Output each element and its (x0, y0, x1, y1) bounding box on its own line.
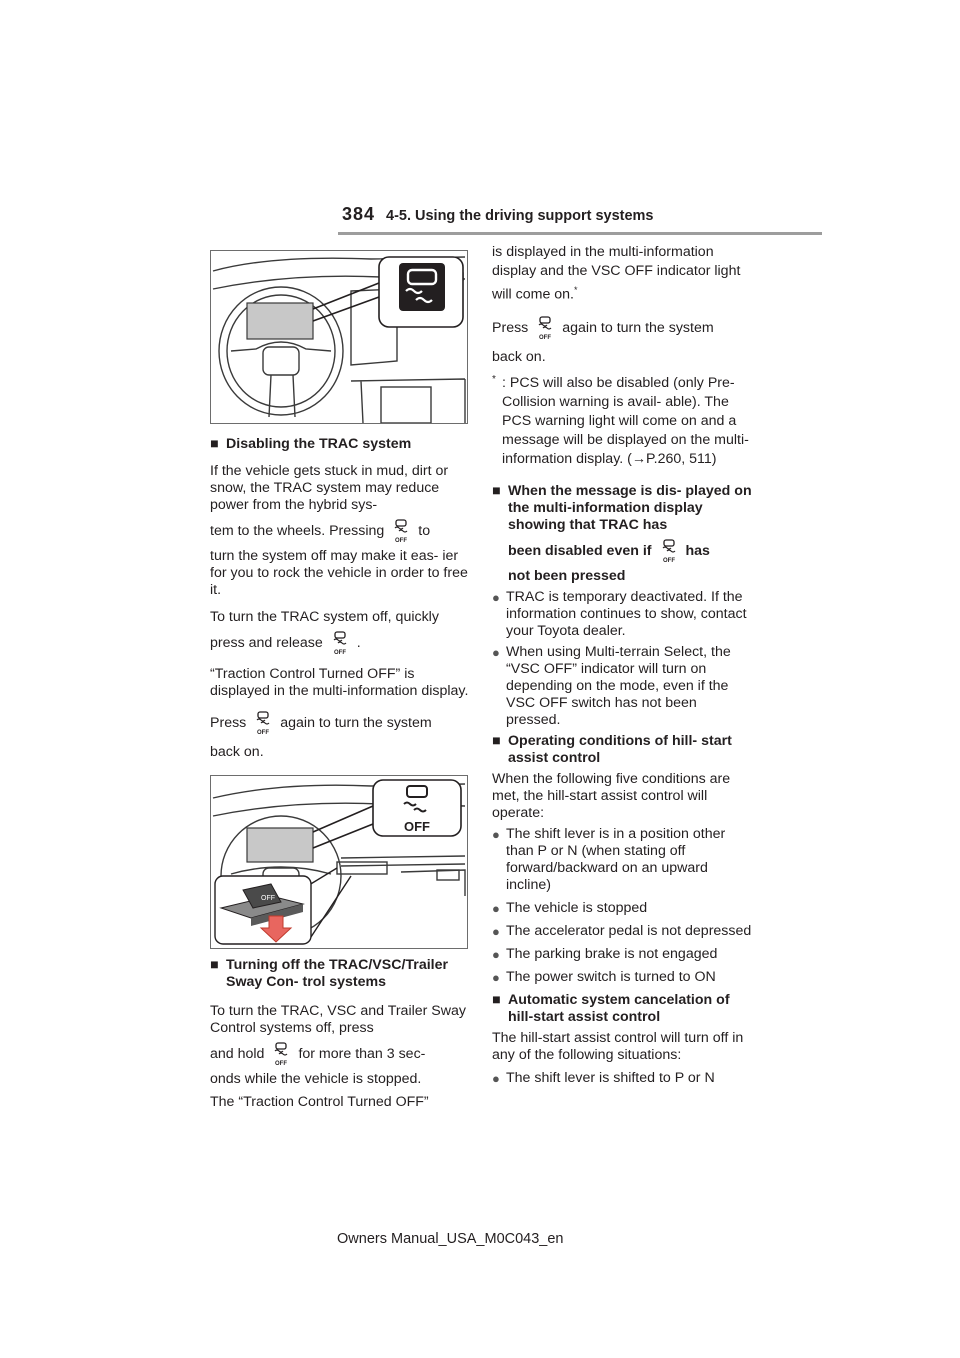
bullet-icon: ● (492, 969, 500, 985)
bullet-parking-brake (492, 946, 754, 963)
heading-message-displayed-line3: not been pressed (508, 567, 626, 584)
svg-text:OFF: OFF (261, 895, 275, 902)
console-switch-illustration (210, 775, 468, 949)
heading-automatic-cancelation (492, 992, 754, 1026)
footnote-marker: * (574, 285, 578, 295)
paragraph-back-on-right: back on. (492, 348, 546, 365)
paragraph-pressing (210, 518, 470, 544)
text-fragment: Press (210, 714, 247, 731)
footnote-marker: * (492, 373, 496, 385)
heading-marker: ■ (210, 957, 219, 973)
paragraph-five-conditions: When the following five conditions are met, the hill-start assist control will operate: (492, 770, 731, 821)
bullet-icon: ● (492, 900, 500, 916)
heading-text: been disabled even if (508, 542, 652, 559)
heading-text: Operating conditions of hill- start assist control (508, 732, 732, 766)
page-number: 384 (342, 204, 376, 224)
heading-hill-start-conditions (492, 733, 754, 767)
trac-off-switch-icon (534, 315, 556, 341)
trac-off-switch-icon (252, 710, 274, 736)
trac-off-switch-icon (270, 1041, 292, 1067)
heading-text: Turning off the TRAC/VSC/Trailer Sway Con- trol systems (226, 957, 449, 990)
paragraph-turn-off-quickly: To turn the TRAC system off, quickly (210, 609, 439, 625)
paragraph-press-again-right (492, 315, 754, 341)
bullet-text: The vehicle is stopped (506, 899, 648, 916)
header-divider (338, 232, 822, 235)
dashboard-illustration (210, 250, 468, 424)
footnote-text: : PCS will also be disabled (only Pre-Collision warning is avail- able). The PCS warning light will come on and a message will be displayed on the multi-information display. (→P.260, 511) (502, 374, 749, 467)
bullet-text: The accelerator pedal is not depressed (506, 922, 752, 939)
svg-text:OFF: OFF (404, 819, 430, 834)
text-fragment: press and release (210, 634, 323, 651)
section-title: 4-5. Using the driving support systems (386, 208, 654, 224)
trac-off-switch-icon (390, 518, 412, 544)
trac-off-switch-icon (329, 630, 351, 656)
heading-disabling-trac (210, 436, 470, 453)
text-fragment: . (356, 634, 361, 651)
paragraph-traction-control-message-2: The “Traction Control Turned OFF” (210, 1094, 429, 1110)
heading-message-displayed-line2 (492, 538, 754, 564)
text-fragment: again to turn the system (562, 319, 714, 336)
bullet-trac-deactivated (492, 589, 754, 640)
bullet-text: The shift lever is in a position other than P or N (when stating off forward/backward on an upward incline) (506, 825, 726, 893)
right-column (492, 240, 754, 1087)
page-footer: Owners Manual_USA_M0C043_en (337, 1231, 564, 1247)
paragraph-cancel-situations: The hill-start assist control will turn off in any of the following situations: (492, 1029, 744, 1063)
bullet-icon: ● (492, 589, 500, 605)
paragraph-back-on: back on. (210, 744, 264, 760)
heading-marker: ■ (210, 436, 219, 452)
bullet-shift-p-n (492, 1070, 754, 1087)
trac-off-switch-icon (658, 538, 680, 564)
paragraph-traction-control-message: “Traction Control Turned OFF” is displayed in the multi-information display. (210, 666, 469, 699)
text-fragment: tem to the wheels. Pressing (210, 522, 385, 539)
bullet-icon: ● (492, 946, 500, 962)
paragraph-turn-off-systems: To turn the TRAC, VSC and Trailer Sway Control systems off, press (210, 1003, 467, 1036)
left-column (210, 240, 470, 1111)
paragraph-press-again (210, 710, 470, 736)
bullet-icon: ● (492, 1070, 500, 1086)
paragraph-press-hold (210, 1041, 470, 1067)
heading-marker: ■ (492, 482, 501, 499)
bullet-shift-lever (492, 826, 754, 894)
trac-off-indicator-icon (399, 263, 445, 311)
heading-text: Automatic system cancelation of hill-start assist control (508, 991, 730, 1025)
paragraph-stuck: If the vehicle gets stuck in mud, dirt or snow, the TRAC system may reduce power from the hybrid sys- (210, 463, 449, 513)
heading-text: has (685, 542, 710, 559)
text-fragment: Press (492, 319, 529, 336)
heading-text: When the message is dis- played on the multi-information display showing that TRAC has (508, 482, 752, 533)
heading-message-displayed (492, 483, 754, 534)
bullet-text: The parking brake is not engaged (506, 945, 718, 962)
paragraph-press-release (210, 630, 470, 656)
bullet-icon: ● (492, 923, 500, 939)
heading-turning-off (210, 957, 470, 991)
heading-marker: ■ (492, 732, 501, 749)
heading-marker: ■ (492, 991, 501, 1008)
footnote-pcs (492, 374, 754, 469)
bullet-text: TRAC is temporary deactivated. If the information continues to show, contact your Toyota dealer. (506, 588, 747, 639)
bullet-icon: ● (492, 644, 500, 660)
text-fragment: to (418, 522, 431, 539)
text-fragment: for more than 3 sec- (298, 1045, 426, 1062)
paragraph-vsc-off-display (492, 243, 754, 305)
bullet-icon: ● (492, 826, 500, 842)
bullet-multi-terrain (492, 644, 754, 729)
bullet-text: When using Multi-terrain Select, the “VSC OFF” indicator will turn on depending on the mode, even if the VSC OFF switch has not been pressed. (506, 643, 731, 728)
text-fragment: again to turn the system (280, 714, 432, 731)
text-fragment: and hold (210, 1045, 265, 1062)
bullet-text: The power switch is turned to ON (506, 968, 716, 985)
paragraph-seconds-stopped: onds while the vehicle is stopped. (210, 1071, 422, 1087)
heading-text: Disabling the TRAC system (226, 436, 412, 452)
text-fragment: is displayed in the multi-information display and the VSC OFF indicator light will come on. (492, 244, 741, 303)
bullet-vehicle-stopped (492, 900, 754, 917)
bullet-power-switch (492, 969, 754, 986)
bullet-text: The shift lever is shifted to P or N (506, 1069, 715, 1086)
paragraph-rock-vehicle: turn the system off may make it eas- ier for you to rock the vehicle in order to free it. (210, 548, 468, 598)
bullet-accelerator (492, 923, 754, 940)
page-header (0, 0, 960, 240)
